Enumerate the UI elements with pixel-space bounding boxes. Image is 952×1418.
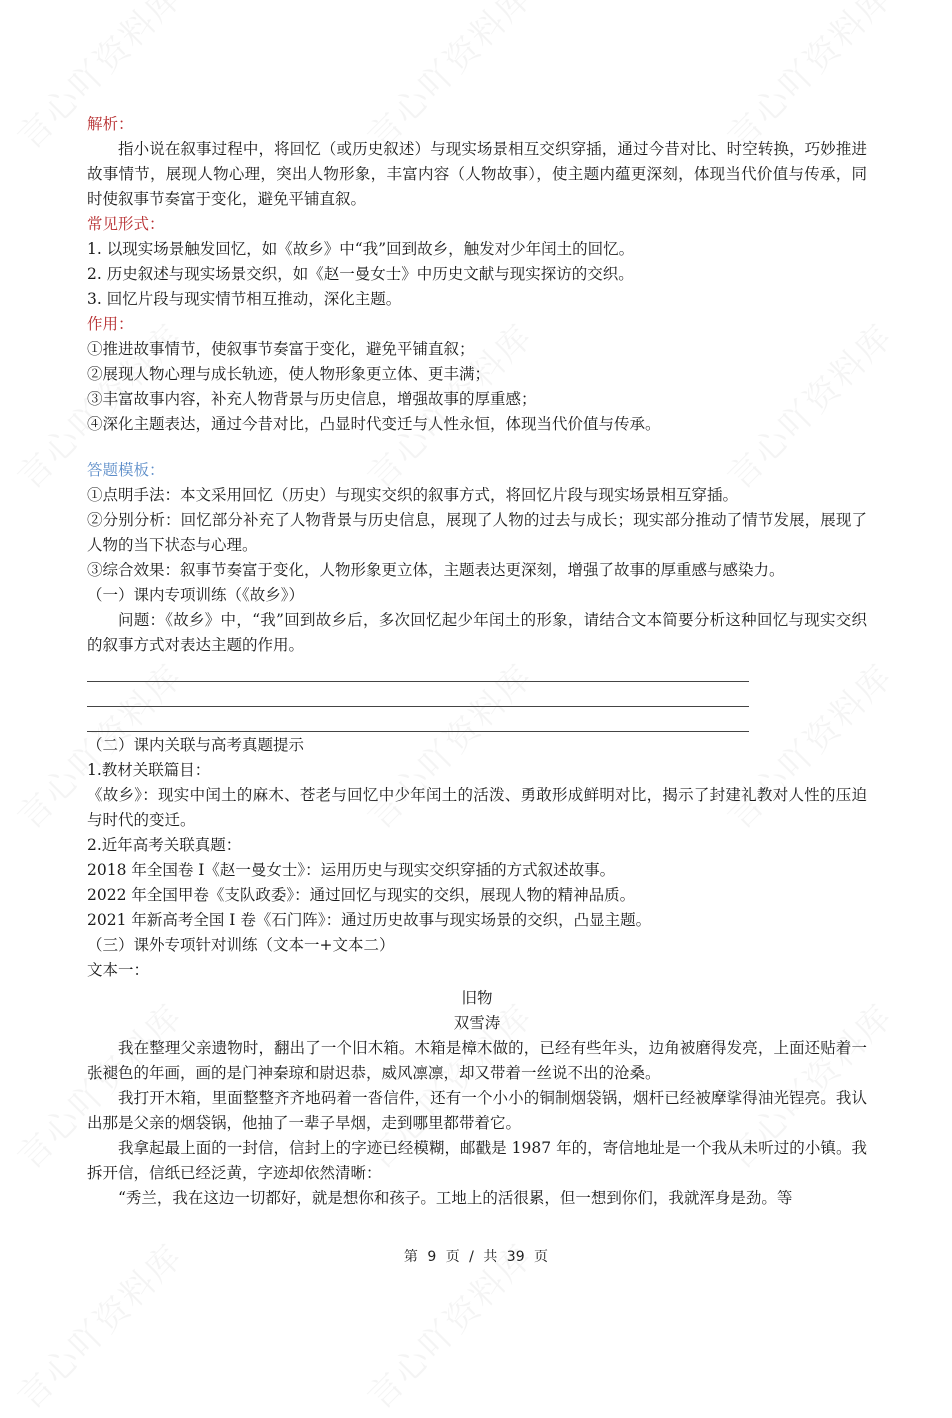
section-extracurricular-training (87, 933, 867, 1211)
story-title: 旧物 (461, 989, 493, 1007)
common-form-item: 3. 回忆片段与现实情节相互推动，深化主题。 (87, 290, 402, 308)
answer-line[interactable] (87, 658, 749, 683)
exam-item: 2021 年新高考全国 I 卷《石门阵》：通过历史故事与现实场景的交织，凸显主题。 (87, 911, 652, 929)
effect-item: ④深化主题表达，通过今昔对比，凸显时代变迁与人性永恒，体现当代价值与传承。 (87, 415, 661, 433)
common-form-item: 2. 历史叙述与现实场景交织，如《赵一曼女士》中历史文献与现实探访的交织。 (87, 265, 634, 283)
story-paragraph: 我打开木箱，里面整整齐齐地码着一沓信件，还有一个小小的铜制烟袋锅，烟杆已经被摩挲得油光锃亮。我认出那是父亲的烟袋锅，他抽了一辈子旱烟，走到哪里都带着它。 (87, 1089, 867, 1132)
story-paragraph: 我在整理父亲遗物时，翻出了一个旧木箱。木箱是樟木做的，已经有些年头，边角被磨得发亮，上面还贴着一张褪色的年画，画的是门神秦琼和尉迟恭，威风凛凛，却又带着一丝说不出的沧桑。 (87, 1039, 867, 1082)
effects-heading: 作用： (87, 315, 134, 333)
answer-line[interactable] (87, 683, 749, 708)
effect-item: ③丰富故事内容，补充人物背景与历史信息，增强故事的厚重感； (87, 390, 537, 408)
analysis-section (87, 112, 867, 212)
section-in-class-training (87, 583, 867, 733)
analysis-heading: 解析： (87, 115, 134, 133)
section1-heading: （一）课内专项训练（《故乡》） (87, 586, 305, 604)
textbook-related-body: 《故乡》：现实中闰土的麻木、苍老与回忆中少年闰土的活泼、勇敢形成鲜明对比，揭示了封建礼教对人性的压迫与时代的变迁。 (87, 786, 867, 829)
answer-template-heading: 答题模板： (87, 461, 165, 479)
common-form-item: 1. 以现实场景触发回忆，如《故乡》中“我”回到故乡，触发对少年闰土的回忆。 (87, 240, 635, 258)
exam-item: 2022 年全国甲卷《支队政委》：通过回忆与现实的交织，展现人物的精神品质。 (87, 886, 636, 904)
effect-item: ①推进故事情节，使叙事节奏富于变化，避免平铺直叙； (87, 340, 475, 358)
effects-section (87, 312, 867, 437)
section-related-exams (87, 733, 867, 933)
exam-item: 2018 年全国卷 I《赵一曼女士》：运用历史与现实交织穿插的方式叙述故事。 (87, 861, 616, 879)
page-footer (0, 1246, 952, 1266)
exam-related-heading: 2.近年高考关联真题： (87, 836, 242, 854)
effect-item: ②展现人物心理与成长轨迹，使人物形象更立体、更丰满； (87, 365, 491, 383)
analysis-body: 指小说在叙事过程中，将回忆（或历史叙述）与现实场景相互交织穿插，通过今昔对比、时空转换，巧妙推进故事情节，展现人物心理，突出人物形象，丰富内容（人物故事），使主题内蕴更深刻，体现当代价值与传承，同时使叙事节奏富于变化，避免平铺直叙。 (87, 140, 867, 208)
template-item: ③综合效果：叙事节奏富于变化，人物形象更立体，主题表达更深刻，增强了故事的厚重感与感染力。 (87, 561, 785, 579)
answer-line[interactable] (87, 708, 749, 733)
section3-heading: （三）课外专项针对训练（文本一+文本二） (87, 936, 395, 954)
text-one-label: 文本一： (87, 961, 150, 979)
spacer (87, 437, 867, 458)
page-number: 第 9 页 / 共 39 页 (403, 1249, 549, 1265)
template-item: ①点明手法：本文采用回忆（历史）与现实交织的叙事方式，将回忆片段与现实场景相互穿插。 (87, 486, 739, 504)
document-page (87, 112, 867, 1211)
template-item: ②分别分析：回忆部分补充了人物背景与历史信息，展现了人物的过去与成长；现实部分推动了情节发展，展现了人物的当下状态与心理。 (87, 511, 867, 554)
section1-question: 问题：《故乡》中，“我”回到故乡后，多次回忆起少年闰土的形象，请结合文本简要分析这种回忆与现实交织的叙事方式对表达主题的作用。 (87, 611, 867, 654)
textbook-related-heading: 1.教材关联篇目： (87, 761, 211, 779)
answer-template-section (87, 458, 867, 583)
common-forms-section (87, 212, 867, 312)
story-paragraph: “秀兰，我在这边一切都好，就是想你和孩子。工地上的活很累，但一想到你们，我就浑身是劲。等 (118, 1189, 793, 1207)
section2-heading: （二）课内关联与高考真题提示 (87, 736, 305, 754)
common-forms-heading: 常见形式： (87, 215, 165, 233)
story-paragraph: 我拿起最上面的一封信，信封上的字迹已经模糊，邮戳是 1987 年的，寄信地址是一个我从未听过的小镇。我拆开信，信纸已经泛黄，字迹却依然清晰： (87, 1139, 867, 1182)
story-author: 双雪涛 (453, 1014, 501, 1032)
